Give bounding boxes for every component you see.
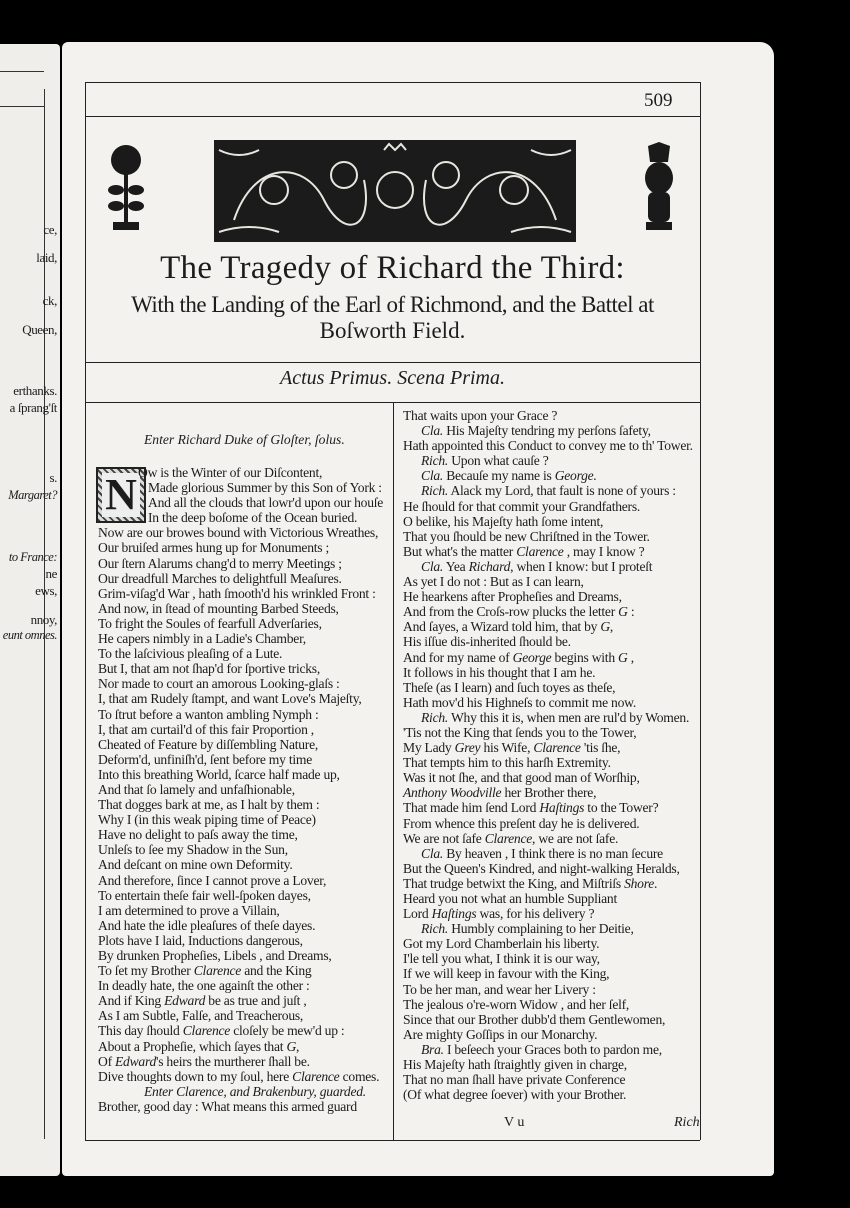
text-segment: If we will keep in favour with the King, — [403, 966, 610, 982]
italic-text: Haſtings — [539, 800, 585, 816]
text-segment: O belike, his Majeſty hath ſome intent, — [403, 513, 604, 529]
frame-top-rule — [85, 82, 700, 83]
text-segment: That no man ſhall have private Conference — [403, 1072, 626, 1088]
text-segment: Enter Clarence, and Brakenbury, guarded. — [144, 1083, 366, 1099]
text-segment: From whence this preſent day he is delivered. — [403, 815, 640, 831]
text-segment: to the Tower? — [584, 800, 659, 816]
verse-line — [98, 857, 383, 872]
verse-line — [403, 423, 693, 438]
previous-page-text-fragment: nnoy, — [30, 612, 57, 627]
verse-line — [98, 1099, 383, 1114]
text-segment: Plots have I laid, Inductions dangerous, — [98, 932, 303, 948]
frame-bottom-rule — [85, 1140, 700, 1141]
verse-line — [403, 559, 693, 574]
text-segment: Unleſs to ſee my Shadow in the Sun, — [98, 842, 288, 858]
text-segment: Heard you not what an humble Suppliant — [403, 891, 618, 906]
italic-text: Cla. — [421, 468, 444, 484]
text-segment: And from the Croſs-row plucks the letter — [403, 604, 619, 620]
verse-line — [98, 540, 383, 555]
previous-page-text-fragment: ce, — [43, 222, 57, 237]
verse-line — [403, 876, 693, 891]
italic-text: Grey — [454, 740, 481, 756]
text-segment: Ow is the Winter of our Diſcontent, — [138, 465, 323, 480]
text-segment: In the deep boſome of the Ocean buried. — [148, 510, 358, 526]
text-segment: To ſet my Brother — [98, 963, 194, 979]
verse-line — [98, 707, 383, 722]
verse-line — [403, 1012, 693, 1027]
text-segment: Nor made to court an amorous Looking-glaſs : — [98, 676, 340, 692]
text-segment: , — [296, 1038, 300, 1054]
verse-line — [98, 646, 383, 661]
italic-text: Edward — [115, 1053, 157, 1069]
text-segment: To fright the Soules of fearfull Adverſaries, — [98, 615, 322, 631]
right-text-column — [403, 408, 693, 1102]
italic-text: Clarence — [516, 543, 564, 559]
text-segment: Our bruiſed armes hung up for Monuments ; — [98, 540, 329, 556]
verse-line — [403, 831, 693, 846]
verse-line — [98, 797, 383, 812]
title-rule — [85, 362, 700, 363]
text-segment: was, for his delivery ? — [476, 906, 595, 922]
text-segment: But the Queen's Kindred, and night-walking Heralds, — [403, 860, 680, 876]
text-segment: That trudge betwixt the King, and Miſtriſs — [403, 875, 625, 891]
text-segment: and the King — [241, 963, 312, 979]
catchword: Rich — [674, 1115, 700, 1130]
verse-line — [403, 589, 693, 604]
verse-line — [403, 785, 693, 800]
verse-line — [403, 997, 693, 1012]
verse-line — [98, 888, 383, 903]
verse-line — [98, 933, 383, 948]
verse-line — [403, 740, 693, 755]
verse-line — [403, 544, 693, 559]
verse-line — [98, 556, 383, 571]
text-segment: As yet I do not : But as I can learn, — [403, 574, 584, 590]
verse-line — [403, 619, 693, 634]
text-segment: Have no delight to paſs away the time, — [98, 827, 298, 843]
verse-line — [98, 842, 383, 857]
verse-line — [403, 483, 693, 498]
text-segment: He hearkens after Propheſies and Dreams, — [403, 589, 622, 605]
verse-line — [98, 691, 383, 706]
previous-page-text-fragment: Queen, — [22, 322, 57, 337]
text-segment: , we are not ſafe. — [532, 830, 619, 846]
text-segment: Cheated of Feature by diſſembling Nature, — [98, 736, 319, 752]
text-segment: About a Propheſie, which ſayes that — [98, 1038, 287, 1054]
text-segment: Grim-viſag'd War , hath ſmooth'd his wrinkled Front : — [98, 585, 376, 601]
text-segment: It follows in his thought that I am he. — [403, 664, 596, 680]
italic-text: Haſtings — [431, 906, 477, 922]
verse-line — [403, 665, 693, 680]
verse-line — [98, 616, 383, 631]
text-segment: And for my name of — [403, 649, 513, 665]
verse-line — [98, 1054, 383, 1069]
verse-line — [403, 1087, 693, 1102]
text-segment: Brother, good day : What means this armed guard — [98, 1098, 357, 1114]
previous-page-text-fragment: a ſprang'ſt — [9, 400, 57, 415]
verse-line — [403, 936, 693, 951]
text-segment: Our ſtern Alarums chang'd to merry Meetings ; — [98, 555, 342, 571]
verse-line — [403, 906, 693, 921]
text-segment: I, that am curtail'd of this fair Proportion , — [98, 721, 314, 737]
text-segment: He capers nimbly in a Ladie's Chamber, — [98, 631, 306, 647]
book-page — [62, 42, 774, 1176]
text-segment: Lord — [403, 906, 432, 922]
verse-line — [403, 680, 693, 695]
text-segment: By heaven , I think there is no man ſecure — [443, 845, 663, 861]
text-segment: To the laſcivious pleaſing of a Lute. — [98, 646, 283, 662]
text-segment: his Wife, — [480, 740, 534, 756]
text-segment: Dive thoughts down to my ſoul, here — [98, 1068, 293, 1084]
italic-text: Shore — [624, 875, 655, 891]
verse-line — [98, 465, 383, 480]
text-segment: comes. — [339, 1068, 380, 1084]
text-segment: As I am Subtle, Falſe, and Treacherous, — [98, 1008, 304, 1024]
text-segment: 'tis ſhe, — [580, 740, 621, 756]
text-segment: Was it not ſhe, and that good man of Worſhip, — [403, 770, 640, 786]
text-segment: My Lady — [403, 740, 455, 756]
italic-text: Anthony Woodville — [403, 785, 502, 801]
frame-rule — [0, 71, 44, 72]
italic-text: Rich. — [421, 709, 449, 725]
verse-line — [403, 408, 693, 423]
play-title: The Tragedy of Richard the Third: — [160, 250, 625, 286]
play-subtitle-line2: Boſworth Field. — [319, 318, 466, 343]
verse-line — [98, 737, 383, 752]
text-segment: Humbly complaining to her Deitie, — [448, 921, 634, 937]
verse-line — [403, 710, 693, 725]
italic-text: G — [618, 649, 628, 665]
text-segment: That you ſhould be new Chriſtned in the Tower. — [403, 528, 650, 544]
text-segment: Now are our browes bound with Victorious Wreathes, — [98, 525, 379, 541]
text-segment: Yea — [443, 558, 469, 574]
verse-line — [403, 1042, 693, 1057]
text-segment: His Majeſty tendring my perſons ſafety, — [443, 423, 651, 439]
text-segment: And all the clouds that lowr'd upon our houſe — [148, 495, 384, 511]
verse-line — [403, 725, 693, 740]
text-segment: I am determined to prove a Villain, — [98, 902, 280, 918]
verse-line — [403, 514, 693, 529]
text-segment: His Majeſty hath ſtraightly given in charge, — [403, 1057, 627, 1073]
text-segment: , may I know ? — [563, 543, 645, 559]
verse-line — [98, 631, 383, 646]
text-segment: He ſhould for that commit your Grandfathers. — [403, 498, 641, 514]
italic-text: Richard — [468, 558, 511, 574]
verse-line — [98, 918, 383, 933]
verse-line — [403, 755, 693, 770]
verse-line — [98, 782, 383, 797]
frame-right-rule — [700, 82, 701, 1140]
verse-line — [98, 676, 383, 691]
previous-page-edge — [0, 44, 60, 1176]
text-segment: I'le tell you what, I think it is our way, — [403, 951, 600, 967]
text-segment: . — [654, 875, 658, 891]
italic-text: Bra. — [421, 1041, 444, 1057]
italic-text: G — [600, 619, 610, 635]
text-segment: In deadly hate, the one againſt the other : — [98, 978, 310, 994]
verse-line — [403, 1072, 693, 1087]
verse-line — [98, 1069, 383, 1084]
text-segment: Alack my Lord, that fault is none of yours : — [448, 483, 676, 499]
italic-text: G — [618, 604, 628, 620]
verse-line — [98, 495, 383, 510]
left-text-column — [98, 465, 383, 1114]
text-segment: And hate the idle pleaſures of theſe dayes. — [98, 917, 316, 933]
verse-line — [98, 752, 383, 767]
previous-page-text-fragment: ne — [45, 566, 57, 581]
thistle-ornament-icon — [640, 142, 678, 232]
text-segment: , — [609, 619, 614, 635]
text-segment: begins with — [551, 649, 619, 665]
verse-line — [403, 966, 693, 981]
stage-direction-heading: Enter Richard Duke of Gloſter, ſolus. — [144, 432, 345, 447]
text-segment: That made him ſend Lord — [403, 800, 540, 816]
act-scene-heading: Actus Primus. Scena Prima. — [280, 367, 505, 389]
text-segment: 's heirs the murtherer ſhall be. — [156, 1053, 310, 1069]
italic-text: Clarence — [533, 740, 581, 756]
italic-text: Rich. — [421, 483, 449, 499]
text-segment: Deform'd, unfiniſh'd, ſent before my time — [98, 751, 312, 767]
verse-line — [98, 978, 383, 993]
signature-mark: V u — [504, 1115, 525, 1130]
drop-cap-n-icon: N — [96, 467, 146, 523]
play-subtitle-line1: With the Landing of the Earl of Richmond, and the Battel at — [131, 292, 654, 317]
header-rule — [85, 116, 700, 117]
verse-line — [403, 861, 693, 876]
text-segment: To entertain theſe fair well-ſpoken dayes, — [98, 887, 311, 903]
verse-line — [403, 499, 693, 514]
text-segment: And that ſo lamely and unfaſhionable, — [98, 781, 295, 797]
italic-text: G — [286, 1038, 297, 1054]
verse-line — [403, 982, 693, 997]
verse-line — [403, 800, 693, 815]
previous-page-text-fragment: ews, — [35, 583, 57, 598]
text-segment: But what's the matter — [403, 543, 517, 559]
verse-line — [98, 510, 383, 525]
italic-text: Rich. — [421, 921, 449, 937]
italic-text: Edward — [164, 993, 206, 1009]
text-segment: His iſſue dis-inherited ſhould be. — [403, 634, 571, 650]
verse-line — [98, 586, 383, 601]
text-segment: But I, that am not ſhap'd for ſportive tricks, — [98, 661, 320, 677]
verse-line — [98, 963, 383, 978]
rose-ornament-icon — [107, 142, 145, 232]
italic-text: Clarence — [182, 1023, 231, 1039]
previous-page-text-fragment: laid, — [36, 250, 57, 265]
previous-page-text-fragment: eunt omnes. — [2, 628, 57, 642]
text-segment: This day ſhould — [98, 1023, 183, 1039]
text-segment: Upon what cauſe ? — [448, 453, 549, 469]
verse-line — [98, 767, 383, 782]
verse-line — [403, 1057, 693, 1072]
text-segment: , — [627, 649, 634, 665]
text-segment: Why this it is, when men are rul'd by Women. — [448, 709, 690, 725]
verse-line — [403, 951, 693, 966]
text-segment: By drunken Propheſies, Libels , and Dreams, — [98, 948, 332, 963]
verse-line — [403, 770, 693, 785]
text-segment: (Of what degree ſoever) with your Brother. — [403, 1087, 627, 1103]
verse-line — [98, 1039, 383, 1054]
verse-line — [98, 1023, 383, 1038]
woodcut-headpiece-ornament — [214, 140, 576, 242]
text-segment: And now, in ſtead of mounting Barbed Steeds, — [98, 600, 339, 616]
verse-line — [403, 1027, 693, 1042]
verse-line — [403, 604, 693, 619]
previous-page-text-fragment: s. — [49, 470, 57, 485]
verse-line — [98, 812, 383, 827]
text-segment: And if King — [98, 993, 165, 1009]
italic-text: Clarence — [292, 1068, 340, 1084]
text-segment: And therefore, ſince I cannot prove a Lover, — [98, 872, 327, 888]
text-segment: Since that our Brother dubb'd them Gentlewomen, — [403, 1011, 666, 1027]
text-segment: Our dreadfull Marches to delightfull Meaſures. — [98, 570, 342, 586]
text-segment: , when I know: but I proteſt — [510, 558, 653, 574]
verse-line — [403, 846, 693, 861]
verse-line — [98, 601, 383, 616]
verse-line — [98, 827, 383, 842]
verse-line — [98, 571, 383, 586]
verse-line — [98, 661, 383, 676]
text-segment: Got my Lord Chamberlain his liberty. — [403, 936, 600, 952]
frame-left-rule — [85, 82, 86, 1140]
previous-page-text-fragment: erthanks. — [13, 383, 57, 398]
italic-text: Clarence — [193, 963, 242, 979]
text-segment: We are not ſafe — [403, 830, 485, 846]
verse-line — [403, 453, 693, 468]
verse-line — [98, 903, 383, 918]
verse-line — [98, 525, 383, 540]
text-segment: Why I (in this weak piping time of Peace) — [98, 812, 316, 828]
stage-direction — [98, 1084, 383, 1099]
text-segment: cloſely be mew'd up : — [230, 1023, 345, 1039]
verse-line — [403, 529, 693, 544]
text-segment: That waits upon your Grace ? — [403, 408, 558, 423]
frame-rule — [0, 106, 44, 107]
text-segment: The jealous o're-worn Widow , and her ſelf, — [403, 996, 630, 1012]
page-number: 509 — [644, 90, 673, 111]
text-segment: : — [627, 604, 635, 620]
text-segment: Hath appointed this Conduct to convey me to th' Tower. — [403, 438, 693, 454]
text-segment: Into this breathing World, ſcarce half made up, — [98, 766, 340, 782]
verse-line — [98, 948, 383, 963]
previous-page-text-fragment: to France: — [8, 550, 57, 564]
verse-line — [403, 574, 693, 589]
verse-line — [98, 1008, 383, 1023]
text-segment: To ſtrut before a wanton ambling Nymph : — [98, 706, 319, 722]
text-segment: Theſe (as I learn) and ſuch toyes as theſe, — [403, 679, 616, 695]
verse-line — [403, 438, 693, 453]
verse-line — [403, 650, 693, 665]
verse-line — [403, 921, 693, 936]
previous-page-text-fragment: ck, — [42, 293, 57, 308]
text-segment: Hath mov'd his Highneſs to commit me now. — [403, 694, 636, 710]
italic-text: George. — [554, 468, 597, 484]
verse-line — [403, 468, 693, 483]
text-segment: Are mighty Goſſips in our Monarchy. — [403, 1026, 598, 1042]
text-segment: And ſayes, a Wizard told him, that by — [403, 619, 601, 635]
text-segment: her Brother there, — [501, 785, 597, 801]
previous-page-text-fragment: Margaret? — [8, 488, 57, 502]
verse-line — [403, 891, 693, 906]
text-segment: That dogges bark at me, as I halt by them : — [98, 797, 320, 813]
italic-text: Cla. — [421, 558, 444, 574]
verse-line — [403, 634, 693, 649]
italic-text: Cla. — [421, 845, 444, 861]
italic-text: Clarence — [484, 830, 533, 846]
text-segment: 'Tis not the King that ſends you to the Tower, — [403, 724, 637, 740]
verse-line — [98, 722, 383, 737]
text-segment: be as true and juſt , — [205, 993, 307, 1009]
text-segment: Of — [98, 1053, 115, 1069]
italic-text: Cla. — [421, 423, 444, 439]
italic-text: Rich. — [421, 453, 449, 469]
verse-line — [403, 816, 693, 831]
text-segment: That tempts him to this harſh Extremity. — [403, 755, 611, 771]
italic-text: George — [512, 649, 552, 665]
text-segment: And deſcant on mine own Deformity. — [98, 857, 293, 873]
text-segment: I, that am Rudely ſtampt, and want Love's Majeſty, — [98, 691, 362, 707]
verse-line — [98, 873, 383, 888]
verse-line — [98, 480, 383, 495]
text-segment: I beſeech your Graces both to pardon me, — [443, 1041, 662, 1057]
verse-line — [403, 695, 693, 710]
verse-line — [98, 993, 383, 1008]
text-segment: Becauſe my name is — [443, 468, 555, 484]
column-divider — [393, 402, 394, 1140]
text-segment: Made glorious Summer by this Son of York : — [148, 480, 382, 496]
text-segment: To be her man, and wear her Livery : — [403, 981, 596, 997]
